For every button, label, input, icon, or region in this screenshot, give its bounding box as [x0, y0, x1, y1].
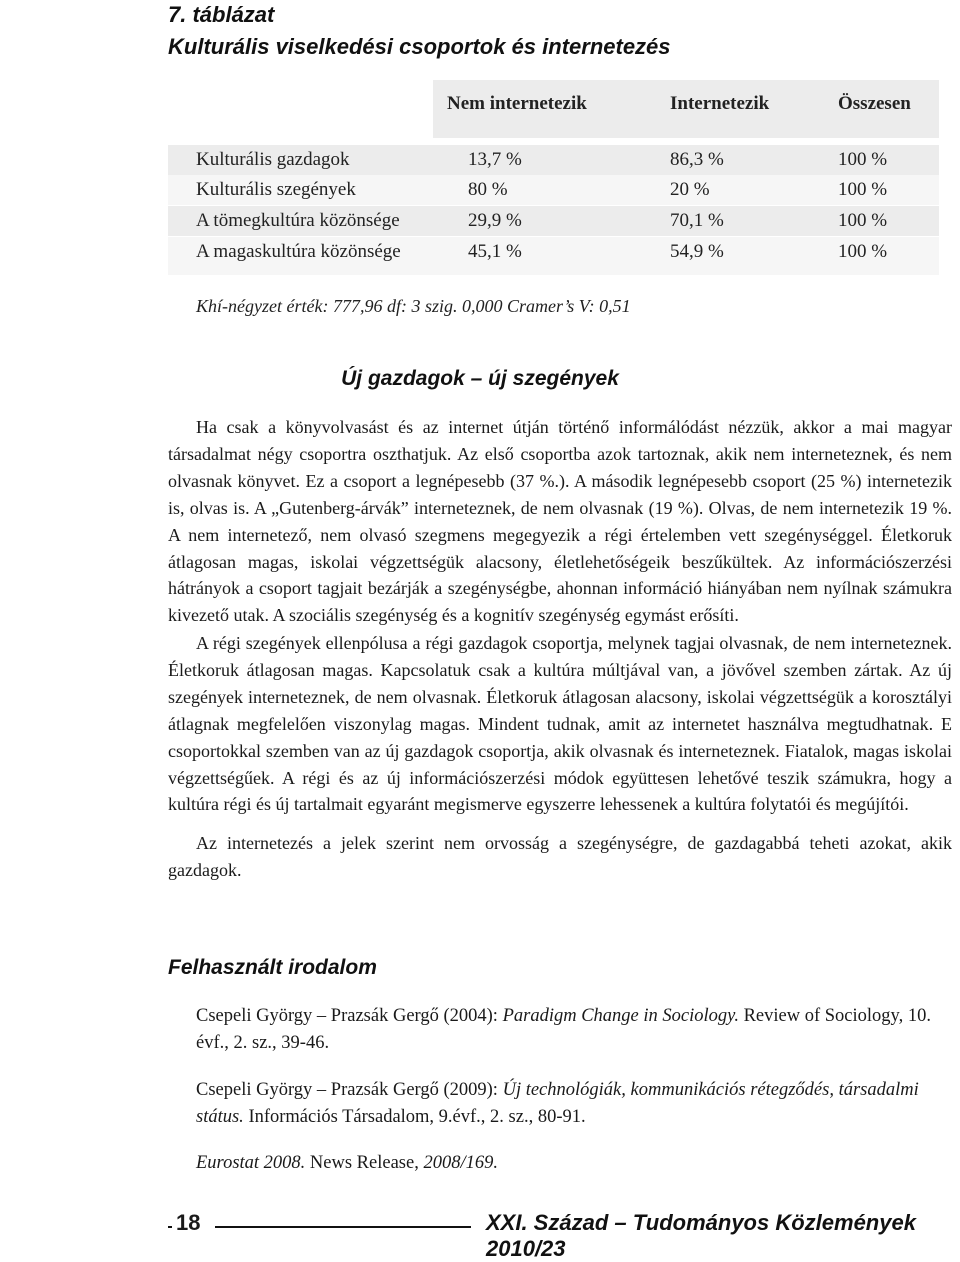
cell-total: 100 % — [838, 149, 888, 170]
footer-rule-middle — [215, 1226, 471, 1228]
cell-total: 100 % — [838, 210, 888, 231]
cell-total: 100 % — [838, 179, 888, 200]
body-paragraph: A régi szegények ellenpólusa a régi gazdagok csoportja, melynek tagjai olvasnak, de nem interneteznek. Életkoruk átlagosan magas. Kapcsolatuk csak a kultúra múltjával van, a jövővel szemben zártak. Az új szegények interneteznek, de nem olvasnak. Életkoruk átlagosan alacsony, iskolai végzettségük a korosztályi átlagnak megfelelően viszonylag magas. Mindent tudnak, amit az internetet használva megtudhatnak. E csoportokkal szemben van az új gazdagok csoportja, akik olvasnak és interneteznek. Fiatalok, magas iskolai végzettségűek. A régi és az új információszerzési módok együttesen lehetővé teszik számukra, hogy a kultúra régi és új tartalmait egyaránt megismerve egyszerre lehessenek a kultúra folytatói és megújítói. — [168, 633, 952, 815]
reference-authors: Csepeli György – Prazsák Gergő (2004): — [196, 1006, 503, 1026]
journal-name: XXI. Század – Tudományos Közlemények 2010/23 — [486, 1210, 916, 1261]
table-row — [168, 237, 939, 275]
column-header-total: Összesen — [838, 93, 911, 114]
column-header-internet: Internetezik — [670, 93, 770, 114]
reference-number: 2008/169. — [423, 1153, 498, 1173]
reference-item — [196, 1077, 936, 1131]
row-label: A tömegkultúra közönsége — [196, 210, 400, 231]
row-label: Kulturális szegények — [196, 179, 356, 200]
table-row — [168, 206, 939, 236]
reference-item — [196, 1003, 936, 1057]
page-number: 18 — [176, 1210, 201, 1235]
cell-total: 100 % — [838, 241, 888, 262]
cell-non-internet: 29,9 % — [468, 210, 522, 231]
section-title: Új gazdagok – új szegények — [341, 367, 619, 390]
column-header-non-internet: Nem internetezik — [447, 93, 587, 114]
cell-non-internet: 13,7 % — [468, 149, 522, 170]
row-label: Kulturális gazdagok — [196, 149, 350, 170]
reference-title: Paradigm Change in Sociology. — [502, 1006, 739, 1026]
cell-internet: 70,1 % — [670, 210, 724, 231]
body-paragraph: Az internetezés a jelek szerint nem orvosság a szegénységre, de gazdagabbá teheti azokat, akik gazdagok. — [168, 833, 952, 880]
table-number: 7. táblázat — [168, 2, 275, 27]
body-paragraph: Ha csak a könyvolvasást és az internet útján történő informálódást nézzük, akkor a mai magyar társadalmat négy csoportra oszthatjuk. Az első csoportba azok tartoznak, akik nem interneteznek, és nem olvasnak könyvet. Ez a csoport a legnépesebb (37 %.). A második legnépesebb csoport (25 %) internetezik is, olvas is. A „Gutenberg-árvák” interneteznek, de nem olvasnak (19 %). Olvas, de nem internetezik 19 %. A nem internetező, nem olvasó szegmens megegyezik a régi értelemben vett szegénységgel. Életkoruk átlagosan magas, iskolai végzettségük alacsony, életlehetőségeik beszűkültek. Az információszerzési hátrányok a csoport tagjait bezárják a szegénységbe, ahonnan információ hiányában nem nyílnak számukra kivezető utak. A szociális szegénység és a kognitív szegénység egymást erősíti. — [168, 417, 952, 626]
cell-internet: 54,9 % — [670, 241, 724, 262]
cell-internet: 86,3 % — [670, 149, 724, 170]
cell-non-internet: 45,1 % — [468, 241, 522, 262]
reference-title: Új technológiák, kommunikációs rétegződés, társadalmi státus. — [196, 1080, 919, 1127]
reference-source: Review of Sociology, 10. évf., 2. sz., 39-46. — [196, 1006, 931, 1053]
footer-rule-left — [168, 1226, 172, 1228]
reference-authors: Csepeli György – Prazsák Gergő (2009): — [196, 1080, 503, 1100]
table-row — [168, 175, 939, 205]
chi-square-note: Khí-négyzet érték: 777,96 df: 3 szig. 0,000 Cramer’s V: 0,51 — [196, 296, 631, 316]
row-label: A magaskultúra közönsége — [196, 241, 401, 262]
reference-item — [196, 1150, 936, 1177]
cell-internet: 20 % — [670, 179, 710, 200]
reference-title: Eurostat 2008. — [196, 1153, 306, 1173]
reference-source: News Release, — [305, 1153, 424, 1173]
table-row — [168, 145, 939, 175]
cell-non-internet: 80 % — [468, 179, 508, 200]
table-title: Kulturális viselkedési csoportok és internetezés — [168, 34, 671, 59]
references-title: Felhasznált irodalom — [168, 956, 377, 979]
reference-source: Információs Társadalom, 9.évf., 2. sz., 80-91. — [243, 1107, 586, 1127]
